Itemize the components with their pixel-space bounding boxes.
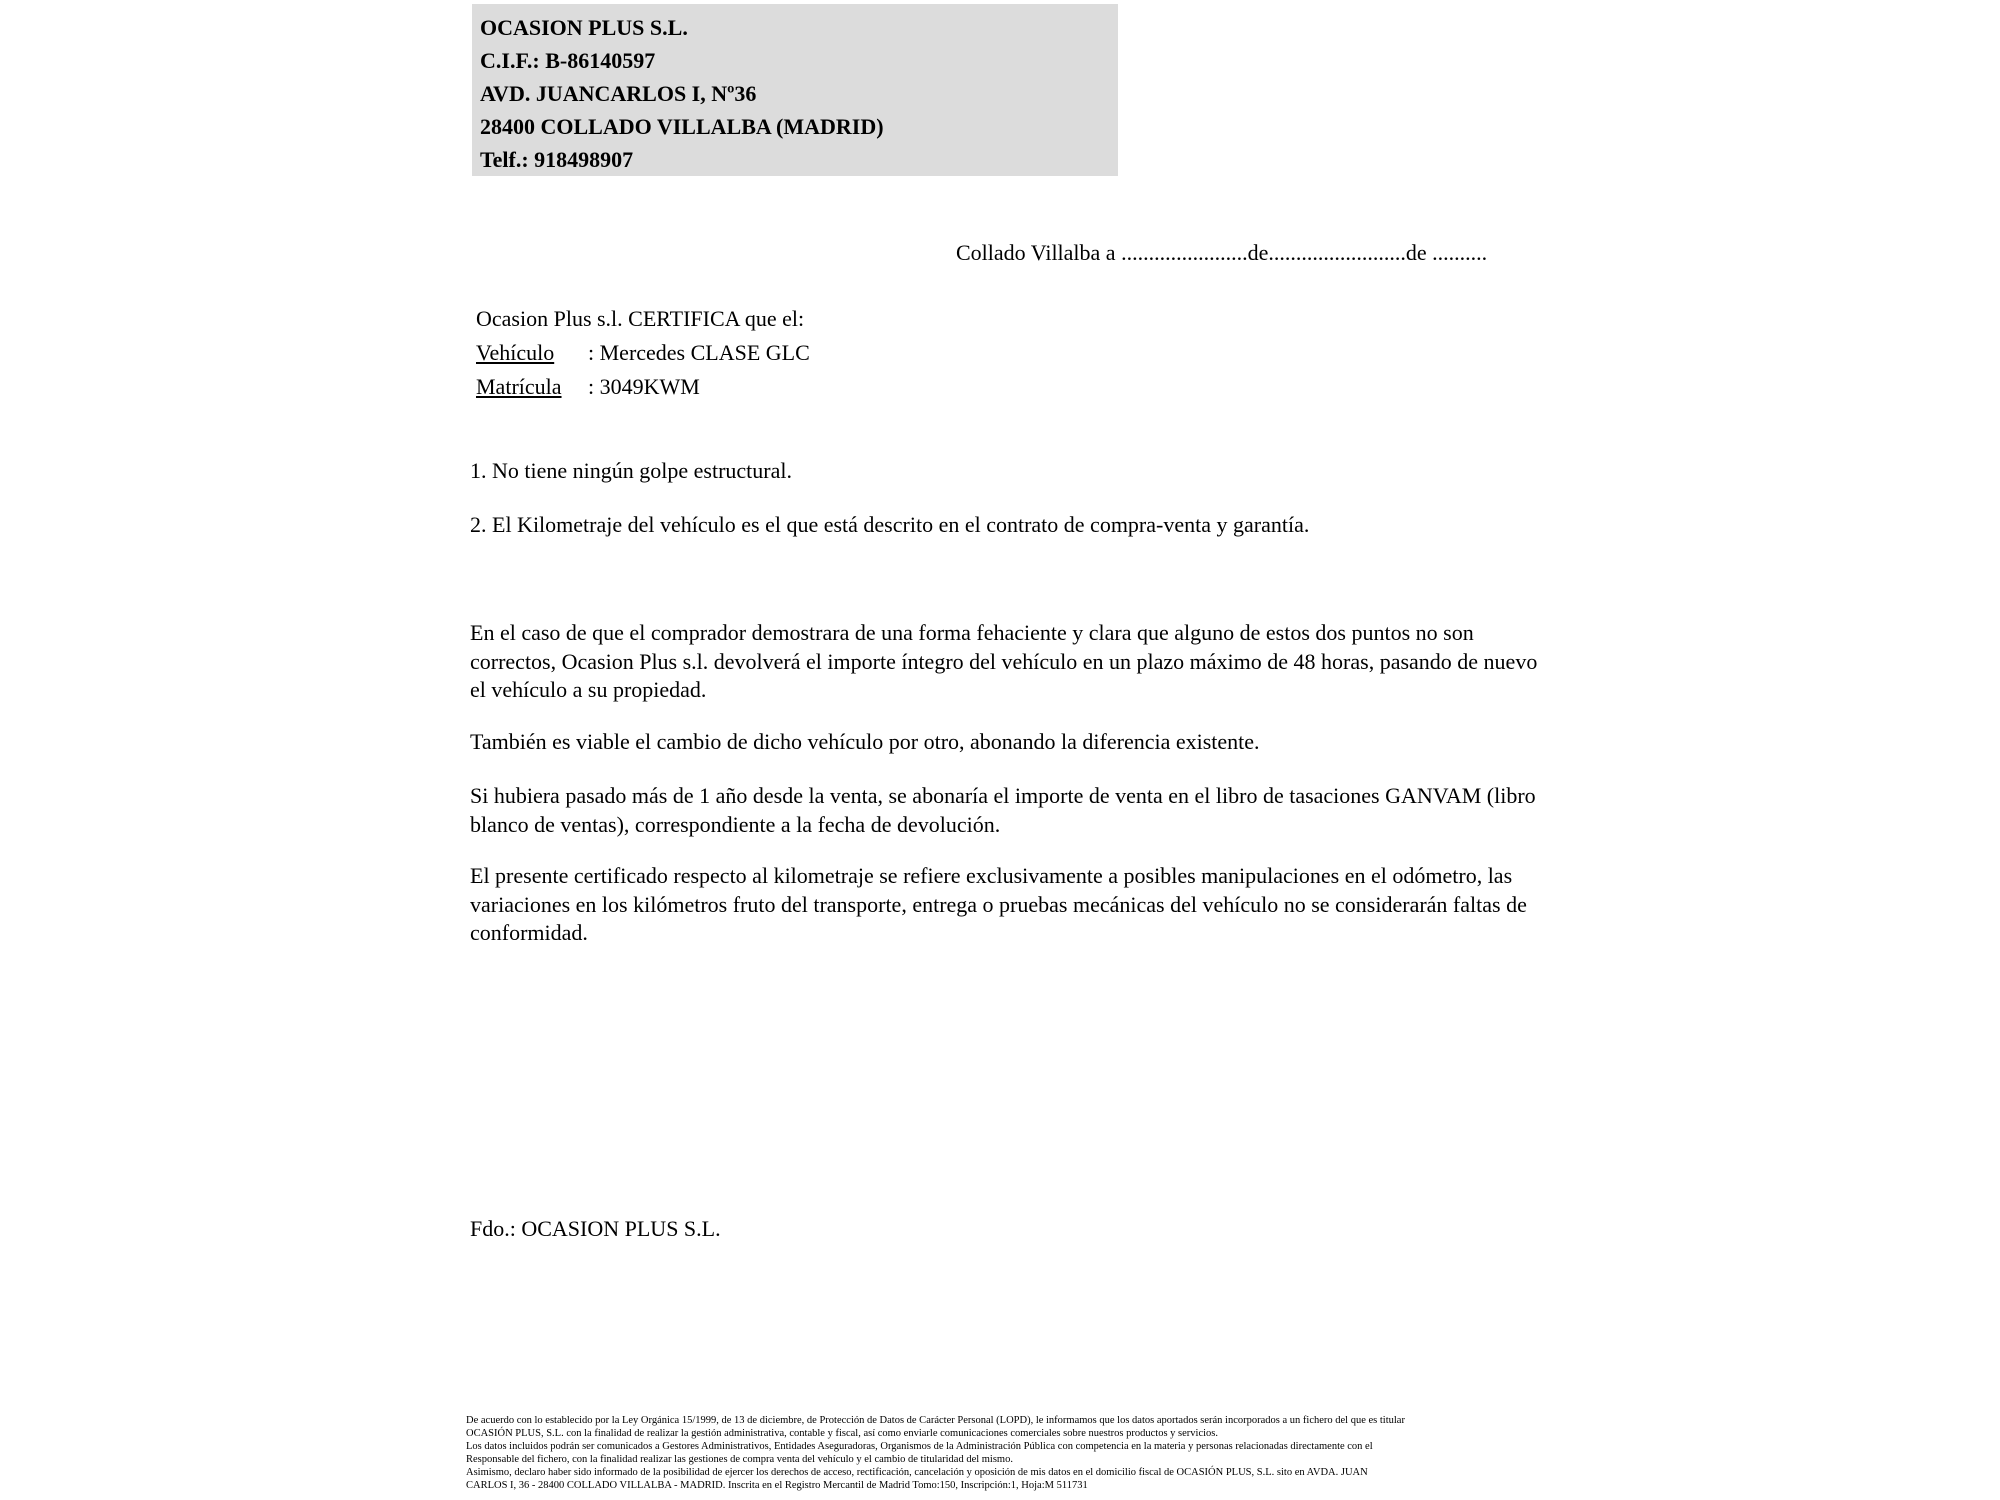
signature-line: Fdo.: OCASION PLUS S.L. — [470, 1216, 721, 1241]
legal-line-registry: CARLOS I, 36 - 28400 COLLADO VILLALBA - MADRID. Inscrita en el Registro Mercantil de Madrid Tomo:150, Inscripción:1, Hoja:M 511731 — [466, 1480, 1088, 1492]
plate-field — [476, 370, 810, 404]
vehicle-label: Vehículo — [476, 340, 555, 365]
point-mileage: 2. El Kilometraje del vehículo es el que está descrito en el contrato de compra-venta y garantía. — [470, 512, 1310, 537]
certify-intro: Ocasion Plus s.l. CERTIFICA que el: — [476, 306, 805, 331]
point-structural-damage: 1. No tiene ningún golpe estructural. — [470, 458, 792, 483]
paragraph-ganvam-valuation: Si hubiera pasado más de 1 año desde la venta, se abonaría el importe de venta en el libro de tasaciones GANVAM (libro blanco de ventas), correspondiente a la fecha de devolución. — [470, 783, 1536, 837]
company-phone: Telf.: 918498907 — [480, 147, 634, 172]
certify-block — [476, 302, 810, 404]
company-city: 28400 COLLADO VILLALBA (MADRID) — [480, 114, 884, 139]
plate-label: Matrícula — [476, 374, 562, 399]
legal-footer — [466, 1414, 1646, 1493]
legal-line-rights: Asimismo, declaro haber sido informado de la posibilidad de ejercer los derechos de acceso, rectificación, cancelación y oposición de mis datos en el domicilio fiscal de OCASIÓN PLUS, S.L. sito en AVDA. JUAN — [466, 1467, 1368, 1479]
company-address: AVD. JUANCARLOS I, Nº36 — [480, 81, 757, 106]
company-header-box — [472, 4, 1118, 176]
company-cif: C.I.F.: B-86140597 — [480, 48, 656, 73]
plate-value: : 3049KWM — [588, 374, 700, 399]
paragraph-refund-policy: En el caso de que el comprador demostrara de una forma fehaciente y clara que alguno de estos dos puntos no son correctos, Ocasion Plus s.l. devolverá el importe íntegro del vehículo en un plazo máximo de 48 horas, pasando de nuevo el vehículo a su propiedad. — [470, 620, 1538, 702]
vehicle-value: : Mercedes CLASE GLC — [588, 340, 810, 365]
paragraph-odometer-disclaimer: El presente certificado respecto al kilometraje se refiere exclusivamente a posibles manipulaciones en el odómetro, las variaciones en los kilómetros fruto del transporte, entrega o pruebas mecánicas del vehículo no se considerarán faltas de conformidad. — [470, 863, 1527, 945]
vehicle-field — [476, 336, 810, 370]
date-line: Collado Villalba a .......................de.........................de .......... — [956, 240, 1488, 265]
legal-line-lopd: De acuerdo con lo establecido por la Ley Orgánica 15/1999, de 13 de diciembre, de Protección de Datos de Carácter Personal (LOPD), le informamos que los datos aportados serán incorporados a un fichero del que es titular — [466, 1415, 1405, 1426]
company-name: OCASION PLUS S.L. — [480, 15, 688, 40]
paragraph-exchange-option: También es viable el cambio de dicho vehículo por otro, abonando la diferencia existente. — [470, 729, 1260, 754]
legal-line-responsible: Responsable del fichero, con la finalidad realizar las gestiones de compra venta del vehículo y el cambio de titularidad del mismo. — [466, 1454, 1013, 1466]
legal-line-data-sharing: Los datos incluidos podrán ser comunicados a Gestores Administrativos, Entidades Aseguradoras, Organismos de la Administración Pública con competencia en la materia y personas relacionadas directamente con el — [466, 1441, 1373, 1453]
legal-line-purpose: OCASIÓN PLUS, S.L. con la finalidad de realizar la gestión administrativa, contable y fiscal, así como enviarle comunicaciones comerciales sobre nuestros productos y servicios. — [466, 1428, 1218, 1440]
